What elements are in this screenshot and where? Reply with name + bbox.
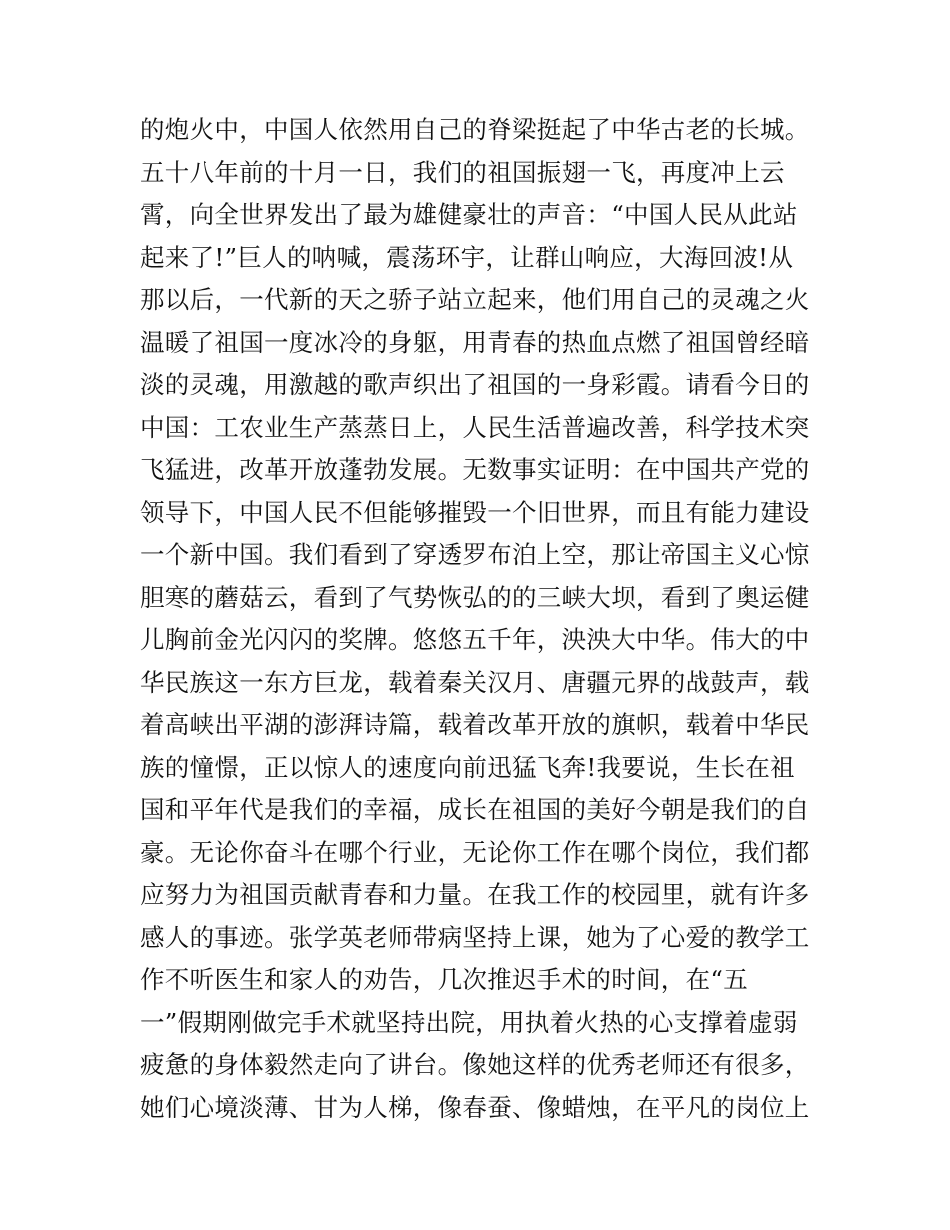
text-line: 起来了!”巨人的呐喊，震荡环宇，让群山响应，大海回波!从 <box>140 242 794 272</box>
text-line: 豪。无论你奋斗在哪个行业，无论你工作在哪个岗位，我们都 <box>140 837 810 867</box>
text-line: 五十八年前的十月一日，我们的祖国振翅一飞，再度冲上云 <box>140 157 785 187</box>
text-line: 国和平年代是我们的幸福，成长在祖国的美好今朝是我们的自 <box>140 795 810 824</box>
text-line: 她们心境淡薄、甘为人梯，像春蚕、像蜡烛，在平凡的岗位上 <box>140 1092 810 1122</box>
text-line: 感人的事迹。张学英老师带病坚持上课，她为了心爱的教学工 <box>140 922 810 952</box>
text-line: 一”假期刚做完手术就坚持出院，用执着火热的心支撑着虚弱 <box>140 1007 798 1037</box>
text-line: 飞猛进，改革开放蓬勃发展。无数事实证明：在中国共产党的 <box>140 455 810 484</box>
text-line: 疲惫的身体毅然走向了讲台。像她这样的优秀老师还有很多， <box>140 1050 810 1079</box>
text-line: 霄，向全世界发出了最为雄健豪壮的声音：“中国人民从此站 <box>140 200 798 229</box>
text-line: 华民族这一东方巨龙，载着秦关汉月、唐疆元界的战鼓声，载 <box>140 667 810 697</box>
text-line: 中国：工农业生产蒸蒸日上，人民生活普遍改善，科学技术突 <box>140 412 810 442</box>
text-line: 温暖了祖国一度冰冷的身躯，用青春的热血点燃了祖国曾经暗 <box>140 327 810 357</box>
text-line: 着高峡出平湖的澎湃诗篇，载着改革开放的旗帜，载着中华民 <box>140 710 810 739</box>
text-line: 族的憧憬，正以惊人的速度向前迅猛飞奔!我要说，生长在祖 <box>140 752 795 782</box>
text-line: 作不听医生和家人的劝告，几次推迟手术的时间，在“五 <box>140 965 749 994</box>
text-line: 领导下，中国人民不但能够摧毁一个旧世界，而且有能力建设 <box>140 497 810 527</box>
text-line: 胆寒的蘑菇云，看到了气势恢弘的的三峡大坝，看到了奥运健 <box>140 582 810 612</box>
text-line: 那以后，一代新的天之骄子站立起来，他们用自己的灵魂之火 <box>140 285 810 314</box>
text-line: 应努力为祖国贡献青春和力量。在我工作的校园里，就有许多 <box>140 880 810 909</box>
text-line: 淡的灵魂，用激越的歌声织出了祖国的一身彩霞。请看今日的 <box>140 370 810 399</box>
text-line: 的炮火中，中国人依然用自己的脊梁挺起了中华古老的长城。 <box>140 115 810 144</box>
body-text <box>140 109 820 1129</box>
text-line: 一个新中国。我们看到了穿透罗布泊上空，那让帝国主义心惊 <box>140 540 810 569</box>
text-line: 儿胸前金光闪闪的奖牌。悠悠五千年，泱泱大中华。伟大的中 <box>140 625 810 654</box>
